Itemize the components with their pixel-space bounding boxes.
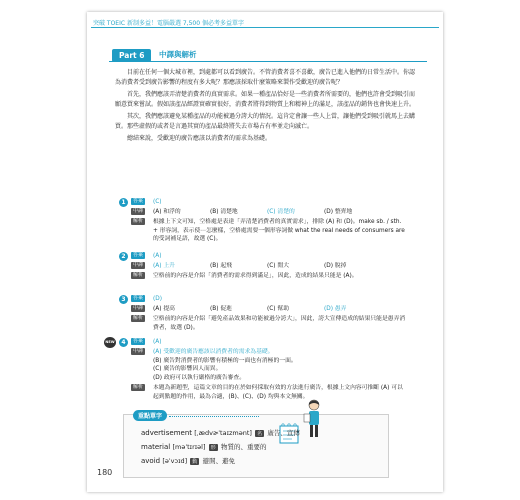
vocab-definition: 避開、避免 bbox=[202, 457, 236, 465]
answer-tag: 答案 bbox=[133, 198, 144, 204]
vocab-part-of-speech: 名 bbox=[257, 431, 263, 437]
answer-value: (A) bbox=[153, 339, 162, 345]
answer-tag: 答案 bbox=[133, 252, 144, 258]
options bbox=[153, 262, 419, 270]
vocab-part-of-speech: 形 bbox=[210, 445, 216, 451]
option-a: (A) 提高 bbox=[153, 306, 175, 312]
option-c: (C) 廣告的影響因人而異。 bbox=[153, 366, 222, 372]
option-d: (D) 脫掉 bbox=[324, 263, 347, 269]
question-number: 4 bbox=[119, 338, 128, 347]
translation-row bbox=[131, 208, 419, 218]
question-number: 1 bbox=[119, 198, 128, 207]
answer-value: (C) bbox=[153, 199, 162, 205]
analysis-text: 根據上下文可知，空格處是表達「弄清楚消費者的真實需求」，排除 (A) 和 (D)。make sb. / sth. + 形容詞，表示使⋯怎麼樣，空格處需要一個形容詞做 what the real needs of consumers are 的受詞補足語，故選 (C)。 bbox=[153, 219, 405, 242]
vocab-pronunciation: [ˌædvɚˈtaɪzmənt] bbox=[194, 429, 252, 437]
vocab-pronunciation: [əˈvɔɪd] bbox=[162, 457, 188, 465]
vocab-item bbox=[141, 428, 300, 437]
analysis-text: 本題為新題型，這篇文章的目的在於如何採取有效的方法進行廣告，根據上文內容可推斷 (A) 可以起到點題的作用，最為合適，(B)、(C)、(D) 均與本文無關。 bbox=[153, 385, 403, 400]
analysis-tag: 解析 bbox=[133, 272, 144, 278]
analysis-tag: 解析 bbox=[133, 384, 144, 390]
option-d: (D) 政府可以執行嚴格的廣告審查。 bbox=[153, 374, 245, 381]
page-number: 180 bbox=[97, 468, 113, 477]
option-b: (B) 清楚地 bbox=[210, 209, 238, 215]
vocab-item bbox=[141, 442, 266, 451]
passage-translation bbox=[115, 68, 415, 146]
translation-tag: 中譯 bbox=[133, 305, 144, 311]
analysis-tag: 解析 bbox=[133, 218, 144, 224]
answer-row bbox=[131, 252, 419, 262]
analysis-text: 空格前的內容是介紹「避免產品效果和功能被過分誇大」，因此，誇大宣傳造成的結果只能是愚弄消費者，故選 (D)。 bbox=[153, 316, 406, 331]
passage-paragraph: 總結來說，受歡迎的廣告應該以消費者的需求為基礎。 bbox=[127, 135, 272, 142]
vocab-part-of-speech: 動 bbox=[192, 459, 198, 465]
option-b: (B) 促進 bbox=[210, 306, 232, 312]
answer-row bbox=[131, 295, 419, 305]
option-a: (A) 受歡迎的廣告應該以消費者的需求為基礎。 bbox=[153, 349, 274, 355]
translation-row bbox=[131, 262, 419, 272]
running-header: 突破 TOEIC 新制多益！電腦嚴選 7,500 個必考多益單字 bbox=[93, 20, 244, 27]
analysis-tag: 解析 bbox=[133, 315, 144, 321]
option-b: (B) 廣告對消費者的影響有積極的一面也有消極的一面。 bbox=[153, 357, 297, 364]
option-c: (C) 幫助 bbox=[267, 306, 290, 312]
option-d: (D) 愚弄 bbox=[324, 306, 347, 312]
translation-tag: 中譯 bbox=[133, 262, 144, 268]
part-title: 中譯與解析 bbox=[159, 50, 197, 59]
translation-tag: 中譯 bbox=[133, 348, 144, 354]
translation-options bbox=[153, 348, 407, 382]
part-divider bbox=[109, 61, 427, 62]
new-question-badge: NEW bbox=[104, 337, 116, 348]
option-c: (C) 閒大 bbox=[267, 263, 290, 269]
student-illustration-icon bbox=[301, 398, 327, 442]
vocab-dotted-rule bbox=[169, 416, 259, 417]
header-divider bbox=[91, 27, 439, 28]
answer-tag: 答案 bbox=[133, 295, 144, 301]
vocab-heading: 重點單字 bbox=[133, 410, 167, 421]
vocab-word: avoid bbox=[141, 457, 161, 465]
analysis-text: 空格前的內容是介紹「消費者的需求得到滿足」，因此，造成的結果只能是 (A)。 bbox=[153, 273, 358, 279]
option-c: (C) 清楚的 bbox=[267, 209, 295, 215]
option-d: (D) 整齊地 bbox=[324, 209, 353, 215]
option-a: (A) 上升 bbox=[153, 263, 175, 269]
answer-value: (D) bbox=[153, 296, 162, 302]
vocab-item bbox=[141, 456, 235, 465]
option-a: (A) 和浮的 bbox=[153, 209, 181, 215]
answer-tag: 答案 bbox=[133, 338, 144, 344]
vocab-word: advertisement bbox=[141, 429, 193, 437]
options bbox=[153, 208, 419, 216]
question-number: 2 bbox=[119, 252, 128, 261]
option-b: (B) 起飛 bbox=[210, 263, 232, 269]
options bbox=[153, 305, 419, 313]
question-number: 3 bbox=[119, 295, 128, 304]
vocab-word: material bbox=[141, 443, 171, 451]
passage-paragraph: 目前在任何一個大城市裡，到處都可以看到廣告。不管消費者喜不喜歡，廣告已進入他們的日常生活中。你認為消費者受到廣告影響的程度有多大呢？那應該採取什麼策略來製作受歡迎的廣告呢？ bbox=[115, 69, 416, 86]
answer-row bbox=[131, 198, 419, 208]
translation-row bbox=[131, 305, 419, 315]
answer-row bbox=[131, 338, 419, 348]
passage-paragraph: 其次，我們應該避免某種產品的功能被過分誇大的情況。這肯定會讓一些人上當，讓他們受到吸引就馬上去購買。那些虛假的或者是言過其實的產品最終將失去市場占有率並走向滅亡。 bbox=[115, 113, 416, 130]
passage-paragraph: 首先，我們應該弄清楚消費者的真實需求。如果一種產品恰好是一些消費者所需要的，他們也許會受到吸引而願意買來嘗試。假如該產品經證實確實很好，消費者將得到物質上和精神上的滿足，該產品的銷售也會快速上升。 bbox=[115, 91, 416, 108]
book-page bbox=[87, 12, 443, 492]
translation-tag: 中譯 bbox=[133, 208, 144, 214]
vocab-definition: 廣告、宣傳 bbox=[267, 429, 300, 437]
vocab-pronunciation: [məˈtɪrɪəl] bbox=[172, 443, 206, 451]
vocab-definition: 物質的、重要的 bbox=[220, 443, 267, 451]
answer-value: (A) bbox=[153, 253, 162, 259]
part-badge: Part 6 bbox=[112, 49, 151, 62]
